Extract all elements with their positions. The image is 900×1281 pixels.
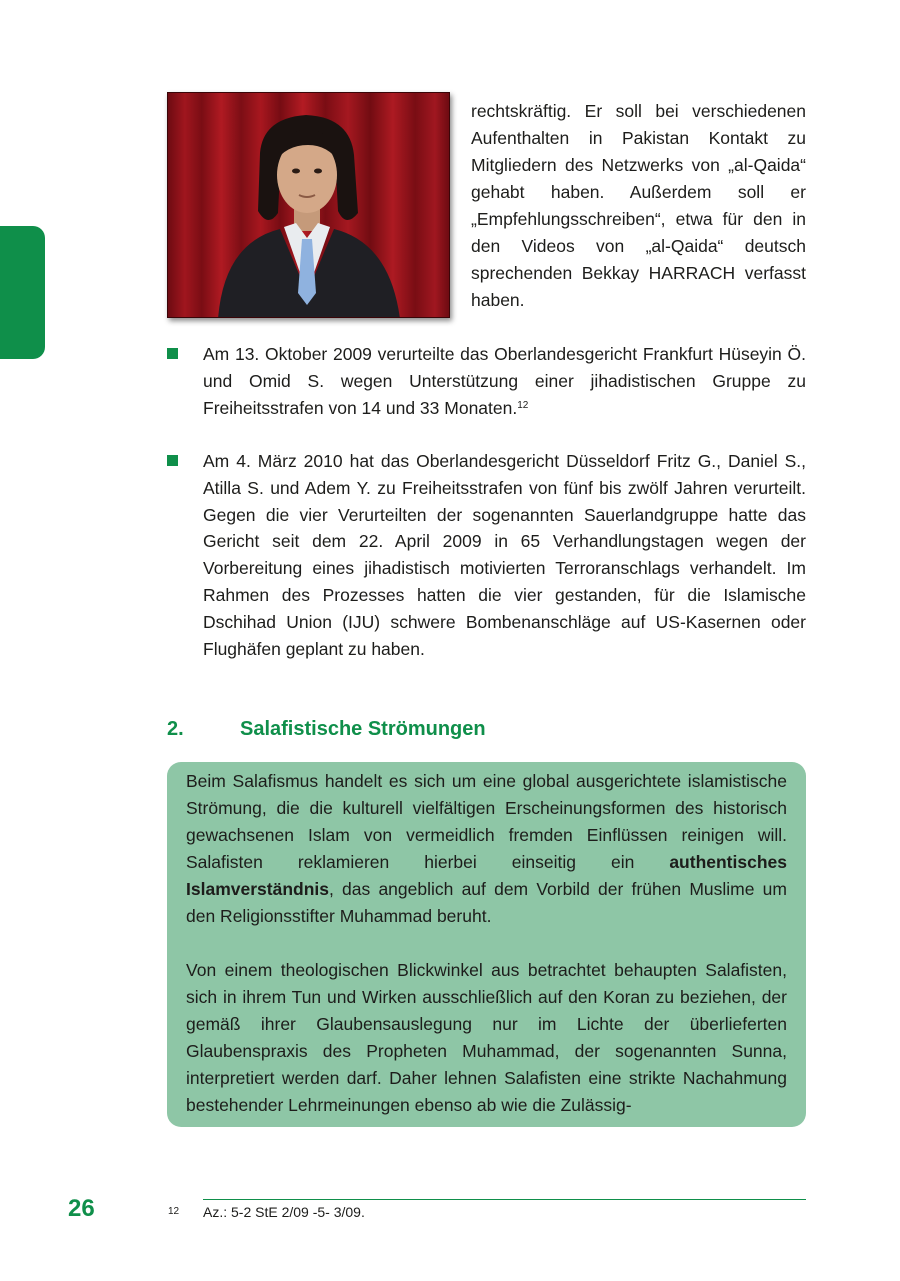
bullet-item-1	[203, 341, 806, 421]
intro-paragraph: rechtskräftig. Er soll bei verschiedenen Aufenthalten in Pakistan Kontakt zu Mitgliedern des Netzwerks von „al-Qaida“ gehabt haben. Außerdem soll er „Empfehlungsschreiben“, etwa für den in den Videos von „al-Qaida“ deutsch sprechenden Bekkay HARRACH verfasst haben.	[471, 101, 806, 310]
info-box-paragraph-1	[186, 768, 787, 930]
portrait-illustration	[168, 93, 450, 318]
info-box-emphasis: authentisches Islamverständnis	[186, 852, 787, 899]
bullet-item-2: Am 4. März 2010 hat das Oberlandesgericht Düsseldorf Fritz G., Daniel S., Atilla S. und Adem Y. zu Freiheitsstrafen von fünf bis zwölf Jahren verurteilt. Gegen die vier Verurteilten der sogenannten Sauerlandgruppe hatte das Gericht seit dem 22. April 2009 in 65 Verhandlungstagen wegen der Vorbereitung eines jihadistisch motivierten Terroranschlags verhandelt. Im Rahmen des Prozesses hatten die vier gestanden, für die Islamische Dschihad Union (IJU) schwere Bombenanschläge auf US-Kasernen oder Flughäfen geplant zu haben.	[203, 451, 806, 659]
section-number: 2.	[167, 718, 184, 740]
page-number: 26	[68, 1195, 95, 1222]
bullet-square-icon	[167, 348, 178, 359]
portrait-photo	[167, 92, 450, 318]
info-box-paragraph-2: Von einem theologischen Blickwinkel aus betrachtet behaupten Salafisten, sich in ihrem Tun und Wirken ausschließlich auf den Koran zu beziehen, der gemäß ihrer Glaubensauslegung nur im Lichte der überlieferten Glaubenspraxis des Propheten Muhammad, der sogenannten Sunna, interpretiert werden darf. Daher lehnen Salafisten eine strikte Nachahmung bestehender Lehrmeinungen ebenso ab wie die Zulässig-	[186, 960, 787, 1115]
info-box-text: , das angeblich auf dem Vorbild der frühen Muslime um den Religionsstifter Muhammad beruht.	[186, 879, 787, 926]
footnote-ref: 12	[517, 399, 529, 411]
info-box	[167, 762, 806, 1127]
footnote-divider	[203, 1199, 806, 1200]
chapter-tab	[0, 226, 45, 359]
footnote-text: Az.: 5-2 StE 2/09 -5- 3/09.	[203, 1204, 365, 1220]
section-title: Salafistische Strömungen	[240, 718, 486, 740]
bullet-square-icon	[167, 455, 178, 466]
info-box-text: Beim Salafismus handelt es sich um eine global ausgerichtete islamistische Strömung, die die kulturell vielfältigen Erscheinungsformen des historisch gewachsenen Islam von vermeidlich fremden Einflüssen reinigen will. Salafisten reklamieren hierbei einseitig ein	[186, 771, 787, 872]
footnote-number: 12	[168, 1206, 180, 1217]
bullet-item-1-text: Am 13. Oktober 2009 verurteilte das Oberlandesgericht Frankfurt Hüseyin Ö. und Omid S. wegen Unterstützung einer jihadistischen Gruppe zu Freiheitsstrafen von 14 und 33 Monaten.	[203, 344, 806, 418]
